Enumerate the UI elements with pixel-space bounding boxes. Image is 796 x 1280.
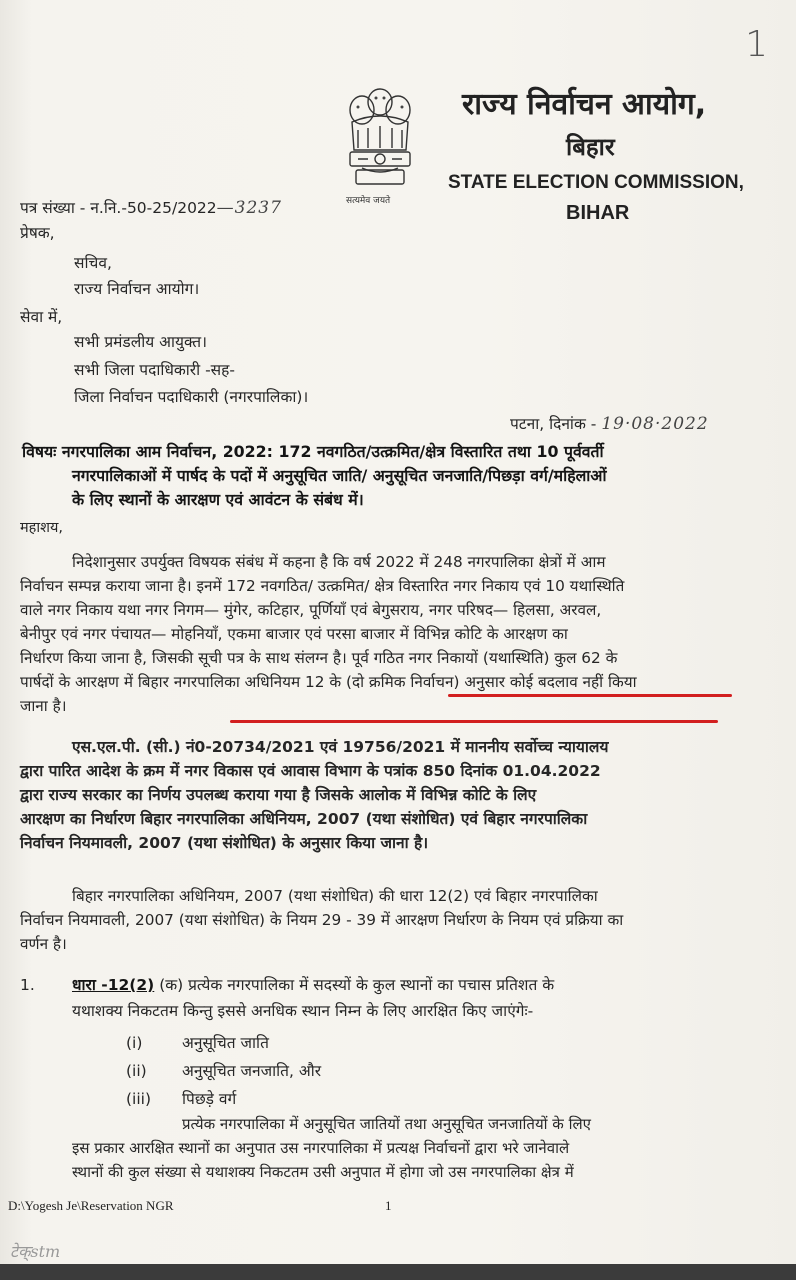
header-hindi-title: राज्य निर्वाचन आयोग, — [462, 87, 707, 122]
sublist-num: (iii) — [126, 1090, 152, 1108]
paragraph-line: निदेशानुसार उपर्युक्त विषयक संबंध में कहना है कि वर्ष 2022 में 248 नगरपालिका क्षेत्रों में आम — [72, 553, 606, 571]
item-1-line-1 — [72, 976, 554, 995]
emblem-motto: सत्यमेव जयते — [346, 196, 391, 206]
recipient-line-2: सभी जिला पदाधिकारी -सह- — [74, 361, 235, 379]
sublist-text: अनुसूचित जाति — [182, 1034, 269, 1052]
sublist-num: (ii) — [126, 1062, 147, 1080]
red-underline-1 — [448, 694, 732, 697]
paragraph-line: एस.एल.पी. (सी.) नं0-20734/2021 एवं 19756/2021 में माननीय सर्वोच्च न्यायालय — [72, 738, 609, 756]
paragraph-line: प्रत्येक नगरपालिका में अनुसूचित जातियों तथा अनुसूचित जनजातियों के लिए — [182, 1115, 591, 1133]
bottom-edge — [0, 1264, 796, 1280]
paragraph-line: वाले नगर निकाय यथा नगर निगम— मुंगेर, कटिहार, पूर्णियाँ एवं बेगुसराय, नगर परिषद— हिलसा, अरवल, — [20, 601, 602, 619]
date-line — [510, 414, 709, 434]
paragraph-line: बेनीपुर एवं नगर पंचायत— मोहनियाँ, एकमा बाजार एवं परसा बाजार में विभिन्न कोटि के आरक्षण का — [20, 625, 568, 643]
recipient-line-1: सभी प्रमंडलीय आयुक्त। — [74, 333, 207, 351]
paragraph-line: पार्षदों के आरक्षण में बिहार नगरपालिका अधिनियम 12 के (दो क्रमिक निर्वाचन) अनुसार कोई बदलाव नहीं किया — [20, 673, 637, 691]
item-1-number: 1. — [20, 976, 35, 994]
footer-file-path: D:\Yogesh Je\Reservation NGR — [8, 1198, 174, 1213]
letter-number — [20, 198, 282, 218]
paragraph-line: जाना है। — [20, 697, 67, 715]
header-hindi-state: बिहार — [566, 133, 615, 161]
date-handwritten: 19·08·2022 — [601, 414, 709, 434]
paragraph-1 — [20, 550, 780, 718]
item-1-section: धारा -12(2) — [72, 976, 155, 994]
subject — [22, 440, 782, 512]
subject-line: के लिए स्थानों के आरक्षण एवं आवंटन के संबंध में। — [72, 490, 364, 509]
state-emblem-icon — [338, 80, 422, 200]
subject-line: नगरपालिकाओं में पार्षद के पदों में अनुसूचित जाति/ अनुसूचित जनजाति/पिछड़ा वर्ग/महिलाओं — [72, 466, 607, 485]
page-number: 1 — [745, 24, 768, 65]
signature-mark: टेक्stm — [10, 1242, 61, 1261]
sublist-num: (i) — [126, 1034, 143, 1052]
paragraph-4 — [72, 1112, 782, 1184]
paragraph-2 — [20, 735, 780, 855]
paragraph-line: द्वारा राज्य सरकार का निर्णय उपलब्ध कराया गया है जिसके आलोक में विभिन्न कोटि के लिए — [20, 786, 537, 804]
paragraph-line: द्वारा पारित आदेश के क्रम में नगर विकास एवं आवास विभाग के पत्रांक 850 दिनांक 01.04.2022 — [20, 762, 601, 780]
paragraph-line: आरक्षण का निर्धारण बिहार नगरपालिका अधिनियम, 2007 (यथा संशोधित) एवं बिहार नगरपालिका — [20, 810, 588, 828]
sender-line-2: राज्य निर्वाचन आयोग। — [74, 280, 200, 298]
date-label: पटना, दिनांक - — [510, 415, 597, 433]
item-1-line-2: यथाशक्य निकटतम किन्तु इससे अनधिक स्थान निम्न के लिए आरक्षित किए जाएंगेः- — [72, 1002, 534, 1020]
red-underline-2 — [230, 720, 718, 723]
letter-number-label: पत्र संख्या - न.नि.-50-25/2022 — [20, 199, 217, 217]
item-1-text: (क) प्रत्येक नगरपालिका में सदस्यों के कुल स्थानों का पचास प्रतिशत के — [154, 976, 555, 994]
paragraph-line: स्थानों की कुल संख्या से यथाशक्य निकटतम उसी अनुपात में होगा जो उस नगरपालिका क्षेत्र में — [72, 1163, 574, 1181]
paragraph-line: वर्णन है। — [20, 935, 67, 953]
paragraph-line: निर्वाचन नियमावली, 2007 (यथा संशोधित) के अनुसार किया जाना है। — [20, 834, 429, 852]
sublist-text: पिछड़े वर्ग — [182, 1090, 237, 1108]
salutation: महाशय, — [20, 520, 64, 536]
header-english-state: BIHAR — [566, 202, 630, 224]
recipient-label: सेवा में, — [20, 308, 63, 326]
paragraph-line: निर्वाचन सम्पन्न कराया जाना है। इनमें 172 नवगठित/ उत्क्रमित/ क्षेत्र विस्तारित नगर निकाय एवं 10 यथास्थिति — [20, 577, 625, 595]
sender-label: प्रेषक, — [20, 224, 55, 242]
header-english-title: STATE ELECTION COMMISSION, — [448, 172, 744, 193]
subject-line: विषयः नगरपालिका आम निर्वाचन, 2022: 172 नवगठित/उत्क्रमित/क्षेत्र विस्तारित तथा 10 पूर्ववर्ती — [22, 442, 604, 461]
paragraph-line: निर्धारण किया जाना है, जिसकी सूची पत्र के साथ संलग्न है। पूर्व गठित नगर निकायों (यथास्थिति) कुल 62 के — [20, 649, 618, 667]
sublist-text: अनुसूचित जनजाति, और — [182, 1062, 322, 1080]
footer-page-number: 1 — [385, 1198, 392, 1213]
paragraph-line: इस प्रकार आरक्षित स्थानों का अनुपात उस नगरपालिका में प्रत्यक्ष निर्वाचनों द्वारा भरे जानेवाले — [72, 1139, 570, 1157]
paragraph-3 — [20, 884, 780, 956]
sender-line-1: सचिव, — [74, 254, 112, 272]
paragraph-line: बिहार नगरपालिका अधिनियम, 2007 (यथा संशोधित) की धारा 12(2) एवं बिहार नगरपालिका — [72, 887, 598, 905]
recipient-line-3: जिला निर्वाचन पदाधिकारी (नगरपालिका)। — [74, 388, 309, 406]
paragraph-line: निर्वाचन नियमावली, 2007 (यथा संशोधित) के नियम 29 - 39 में आरक्षण निर्धारण के नियम एवं प्रक्रिया का — [20, 911, 624, 929]
letter-number-handwritten: —3237 — [216, 198, 282, 218]
